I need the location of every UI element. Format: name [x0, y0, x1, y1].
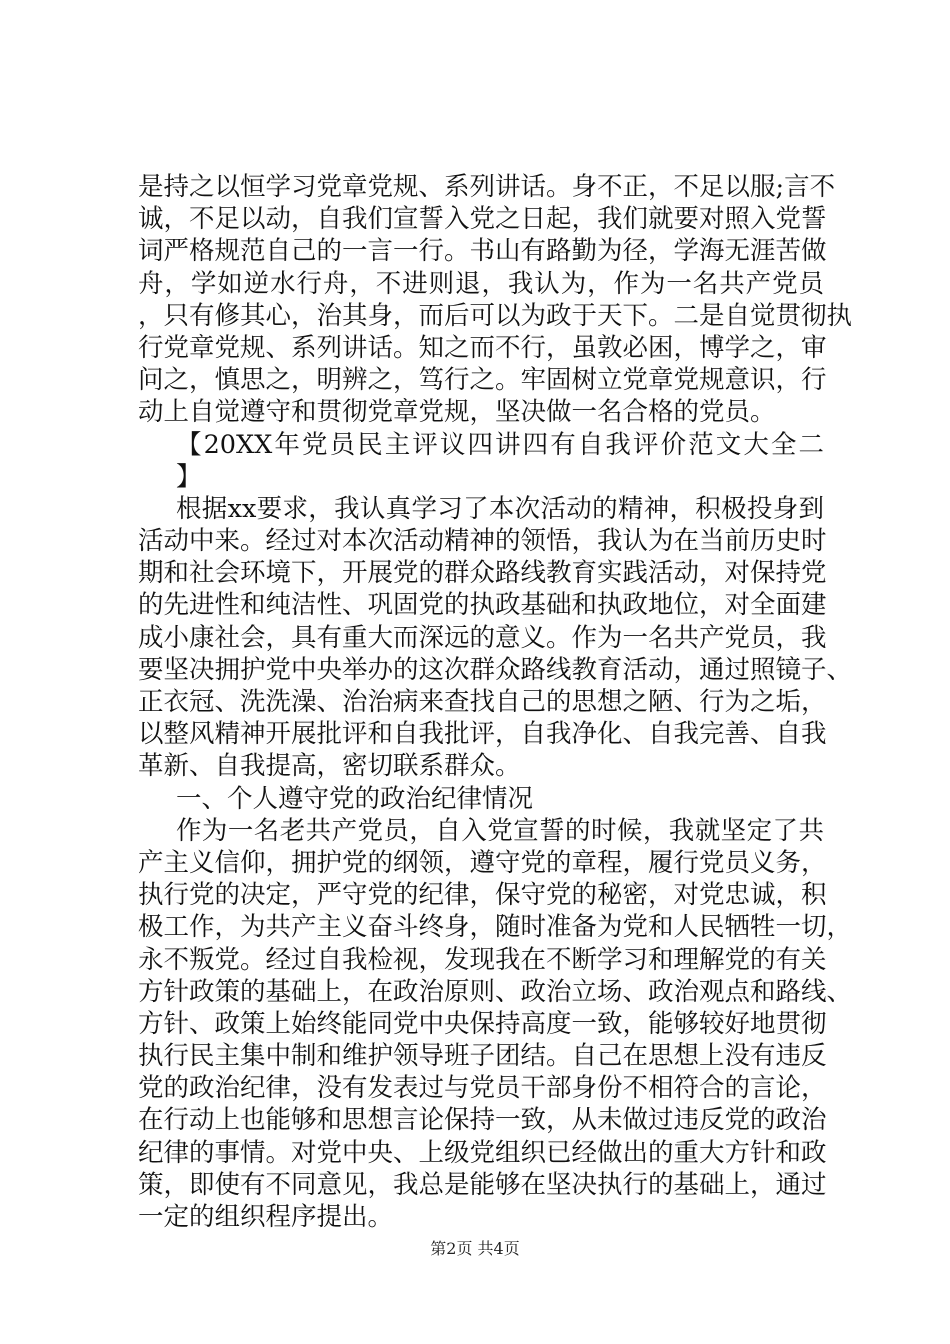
text-line: 策，即使有不同意见，我总是能够在坚决执行的基础上，通过 — [138, 1169, 827, 1200]
text-line: 活动中来。经过对本次活动精神的领悟，我认为在当前历史时 — [138, 526, 827, 557]
text-line: 舟，学如逆水行舟，不进则退，我认为，作为一名共产党员 — [138, 268, 824, 299]
subheading-line: 一、个人遵守党的政治纪律情况 — [176, 783, 534, 814]
text-line: 在行动上也能够和思想言论保持一致，从未做过违反党的政治 — [138, 1105, 827, 1136]
text-line: 词严格规范自己的一言一行。书山有路勤为径，学海无涯苦做 — [138, 236, 827, 267]
text-line: 以整风精神开展批评和自我批评，自我净化、自我完善、自我 — [138, 719, 827, 750]
text-line: 是持之以恒学习党章党规、系列讲话。身不正，不足以服;言不 — [138, 172, 836, 202]
paragraph-discipline — [138, 815, 853, 1233]
heading-line: 【20XX年党员民主评议四讲四有自我评价范文大全二 — [176, 429, 824, 460]
section-heading-two — [138, 429, 824, 493]
text-line: 的先进性和纯洁性、巩固党的执政基础和执政地位，对全面建 — [138, 590, 827, 621]
text-line: 要坚决拥护党中央举办的这次群众路线教育活动，通过照镜子、 — [138, 654, 853, 685]
text-line: 诚，不足以动，自我们宣誓入党之日起，我们就要对照入党誓 — [138, 204, 827, 235]
text-line: 根据xx要求，我认真学习了本次活动的精神，积极投身到 — [176, 493, 824, 524]
paragraph-continuation — [138, 171, 853, 429]
text-line: 革新、自我提高，密切联系群众。 — [138, 751, 521, 782]
document-body — [138, 171, 853, 1233]
text-line: 执行民主集中制和维护领导班子团结。自己在思想上没有违反 — [138, 1041, 827, 1072]
text-line: 作为一名老共产党员，自入党宣誓的时候，我就坚定了共 — [176, 815, 824, 846]
subheading-one — [138, 783, 824, 815]
page-footer: 第2页 共4页 — [430, 1239, 520, 1258]
text-line: 极工作，为共产主义奋斗终身，随时准备为党和人民牺牲一切， — [138, 912, 853, 943]
text-line: 动上自觉遵守和贯彻党章党规，坚决做一名合格的党员。 — [138, 397, 776, 428]
text-line: 纪律的事情。对党中央、上级党组织已经做出的重大方针和政 — [138, 1137, 827, 1168]
text-line: 方针政策的基础上，在政治原则、政治立场、政治观点和路线、 — [138, 976, 853, 1007]
text-line: 行党章党规、系列讲话。知之而不行，虽敦必困，博学之，审 — [138, 332, 827, 363]
text-line: 永不叛党。经过自我检视，发现我在不断学习和理解党的有关 — [138, 944, 827, 975]
text-line: 期和社会环境下，开展党的群众路线教育实践活动，对保持党 — [138, 558, 827, 589]
text-line: 产主义信仰，拥护党的纲领，遵守党的章程，履行党员义务， — [138, 847, 827, 878]
text-line: 正衣冠、洗洗澡、治治病来查找自己的思想之陋、行为之垢， — [138, 687, 827, 717]
text-line: 方针、政策上始终能同党中央保持高度一致，能够较好地贯彻 — [138, 1008, 827, 1039]
paragraph-activity — [138, 493, 853, 783]
text-line: ，只有修其心，治其身，而后可以为政于天下。二是自觉贯彻执 — [138, 300, 853, 331]
text-line: 成小康社会，具有重大而深远的意义。作为一名共产党员，我 — [138, 622, 827, 653]
text-line: 党的政治纪律，没有发表过与党员干部身份不相符合的言论， — [138, 1073, 827, 1104]
heading-line: 】 — [176, 461, 202, 492]
text-line: 执行党的决定，严守党的纪律，保守党的秘密，对党忠诚，积 — [138, 880, 827, 911]
text-line: 一定的组织程序提出。 — [138, 1202, 394, 1232]
text-line: 问之，慎思之，明辨之，笃行之。牢固树立党章党规意识，行 — [138, 365, 827, 396]
